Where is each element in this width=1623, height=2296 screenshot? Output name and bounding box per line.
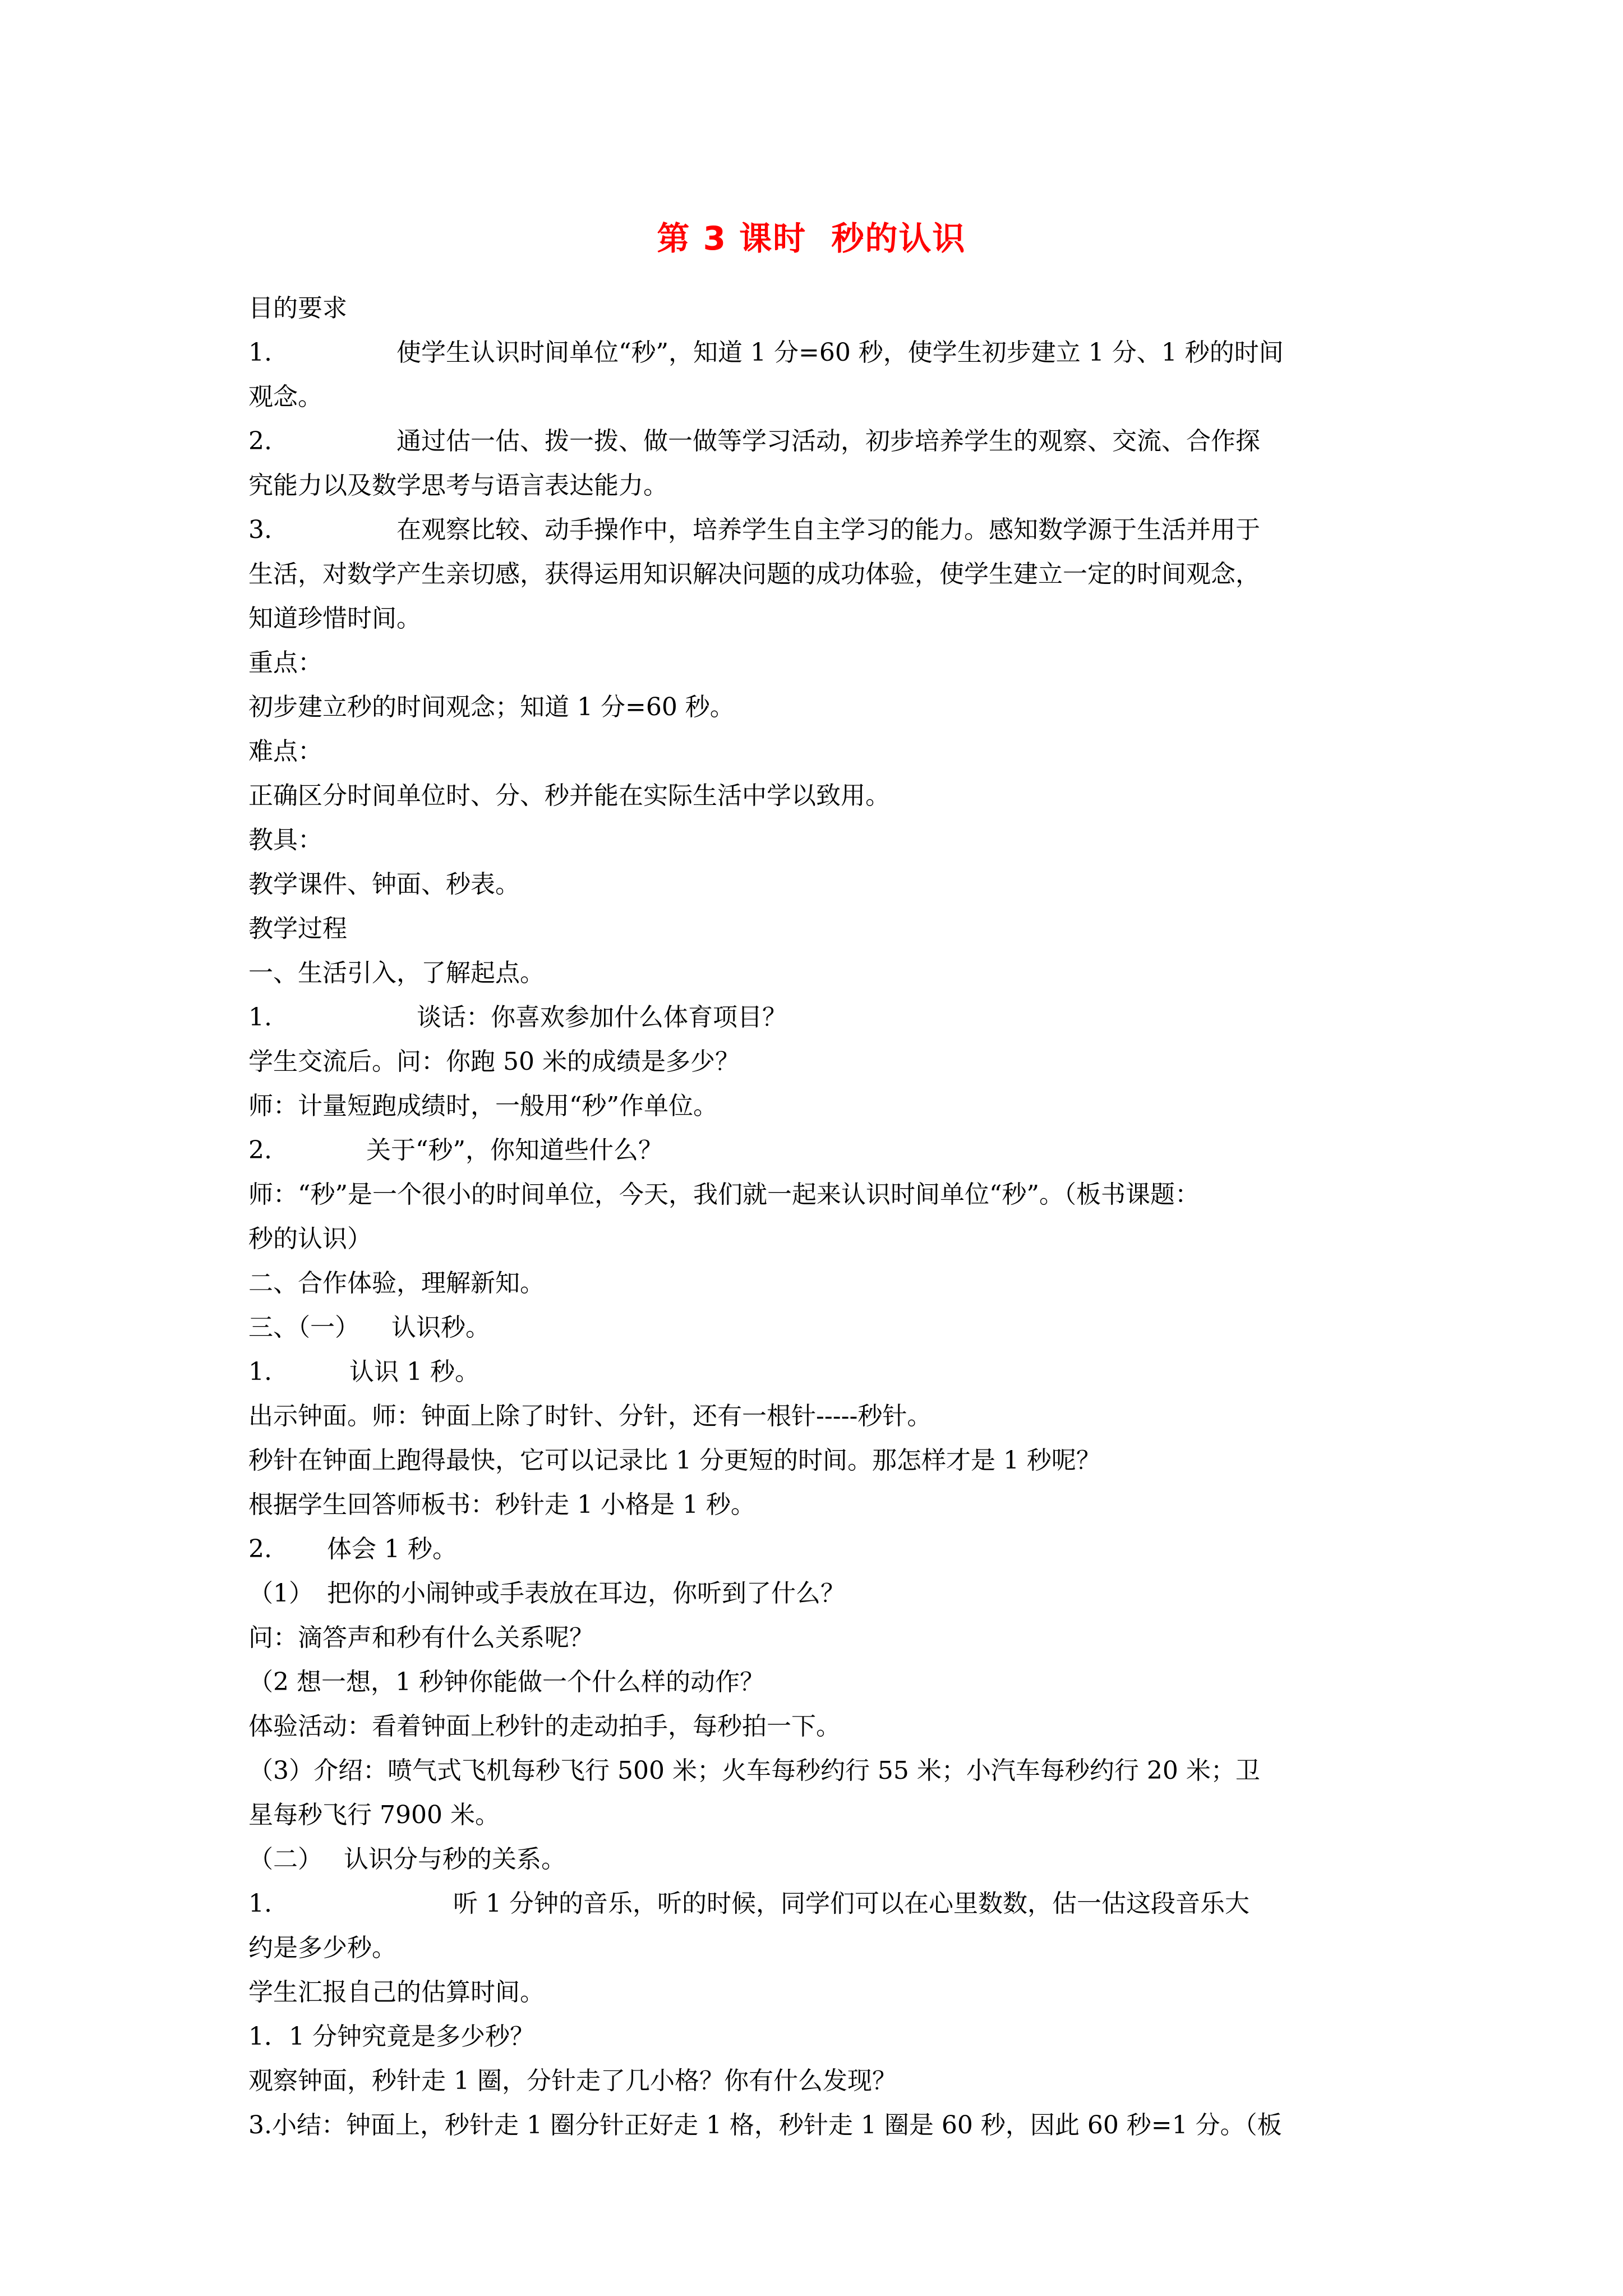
list-text: 认识秒。 <box>391 1313 490 1342</box>
list-item <box>248 419 1393 463</box>
text-line: 师：计量短跑成绩时，一般用“秒”作单位。 <box>248 1092 718 1120</box>
text-line: 秒针在钟面上跑得最快，它可以记录比 1 分更短的时间。那怎样才是 1 秒呢？ <box>248 1446 1101 1475</box>
section-heading-difficulties: 难点： <box>248 737 322 766</box>
list-number: 3. <box>248 516 272 544</box>
list-number: 1. <box>248 1358 272 1386</box>
text-line: 正确区分时间单位时、分、秒并能在实际生活中学以致用。 <box>248 781 890 810</box>
text-line: 学生汇报自己的估算时间。 <box>248 1978 545 2007</box>
list-item <box>248 330 1393 375</box>
list-text: 关于“秒”，你知道些什么？ <box>366 1136 663 1165</box>
list-item <box>248 1350 1393 1394</box>
section-heading-materials: 教具： <box>248 826 322 854</box>
text-line: 1．1 分钟究竟是多少秒？ <box>248 2022 534 2051</box>
list-item <box>248 1527 1393 1571</box>
text-line: 观察钟面，秒针走 1 圈，分针走了几小格？你有什么发现？ <box>248 2067 897 2095</box>
text-line: 师：“秒”是一个很小的时间单位，今天，我们就一起来认识时间单位“秒”。（板书课题： <box>248 1180 1200 1209</box>
list-item <box>248 1305 1393 1350</box>
text-line: 3.小结：钟面上，秒针走 1 圈分针正好走 1 格，秒针走 1 圈是 60 秒，因此 60 秒=1 分。（板 <box>248 2111 1282 2139</box>
list-number: 2. <box>248 1535 272 1563</box>
list-text: 使学生认识时间单位“秒”，知道 1 分=60 秒，使学生初步建立 1 分、1 秒的时间 <box>396 338 1284 367</box>
text-line: （3）介绍：喷气式飞机每秒飞行 500 米；火车每秒约行 55 米；小汽车每秒约行 20 米；卫 <box>248 1756 1260 1785</box>
list-item <box>248 1881 1393 1926</box>
text-line: 一、生活引入，了解起点。 <box>248 959 545 987</box>
list-text: 在观察比较、动手操作中，培养学生自主学习的能力。感知数学源于生活并用于 <box>396 516 1260 544</box>
list-text: 通过估一估、拨一拨、做一做等学习活动，初步培养学生的观察、交流、合作探 <box>396 427 1260 455</box>
section-heading-key-points: 重点： <box>248 648 322 677</box>
text-line: 根据学生回答师板书：秒针走 1 小格是 1 秒。 <box>248 1490 755 1519</box>
text-line: 教学课件、钟面、秒表。 <box>248 870 520 899</box>
list-number: 1. <box>248 1889 272 1918</box>
text-line: 究能力以及数学思考与语言表达能力。 <box>248 471 668 500</box>
text-line: 初步建立秒的时间观念；知道 1 分=60 秒。 <box>248 693 735 721</box>
list-number: （二） <box>248 1845 322 1874</box>
text-line: 秒的认识） <box>248 1225 372 1253</box>
document-body <box>248 286 1393 2147</box>
list-text: 认识 1 秒。 <box>349 1358 479 1386</box>
list-item <box>248 508 1393 552</box>
list-text: 体会 1 秒。 <box>327 1535 457 1563</box>
list-number: 1. <box>248 1003 272 1032</box>
section-heading-objectives: 目的要求 <box>248 294 347 323</box>
list-item <box>248 995 1393 1039</box>
text-line: （2 想一想，1 秒钟你能做一个什么样的动作？ <box>248 1668 764 1696</box>
text-line: 约是多少秒。 <box>248 1934 396 1962</box>
text-line: 出示钟面。师：钟面上除了时针、分针，还有一根针-----秒针。 <box>248 1402 932 1430</box>
text-line: 问：滴答声和秒有什么关系呢？ <box>248 1623 594 1652</box>
page-title: 第 3 课时 秒的认识 <box>657 219 966 257</box>
list-number: 2. <box>248 1136 272 1165</box>
list-item <box>248 1128 1393 1172</box>
text-line: 知道珍惜时间。 <box>248 604 421 633</box>
list-item <box>248 1837 1393 1881</box>
list-number: 三、（一） <box>248 1313 359 1342</box>
text-line: 二、合作体验，理解新知。 <box>248 1269 545 1297</box>
list-number: （1） <box>248 1579 313 1608</box>
text-line: 星每秒飞行 7900 米。 <box>248 1801 500 1829</box>
text-line: 体验活动：看着钟面上秒针的走动拍手，每秒拍一下。 <box>248 1712 841 1741</box>
list-number: 2. <box>248 427 272 455</box>
list-item <box>248 1571 1393 1616</box>
list-text: 听 1 分钟的音乐，听的时候，同学们可以在心里数数，估一估这段音乐大 <box>453 1889 1249 1918</box>
list-text: 谈话：你喜欢参加什么体育项目？ <box>417 1003 787 1032</box>
text-line: 观念。 <box>248 383 322 411</box>
text-line: 学生交流后。问：你跑 50 米的成绩是多少？ <box>248 1047 740 1076</box>
list-text: 把你的小闹钟或手表放在耳边，你听到了什么？ <box>327 1579 845 1608</box>
list-number: 1. <box>248 338 272 367</box>
text-line: 生活，对数学产生亲切感，获得运用知识解决问题的成功体验，使学生建立一定的时间观念， <box>248 560 1260 588</box>
list-text: 认识分与秒的关系。 <box>344 1845 566 1874</box>
section-heading-process: 教学过程 <box>248 914 347 943</box>
